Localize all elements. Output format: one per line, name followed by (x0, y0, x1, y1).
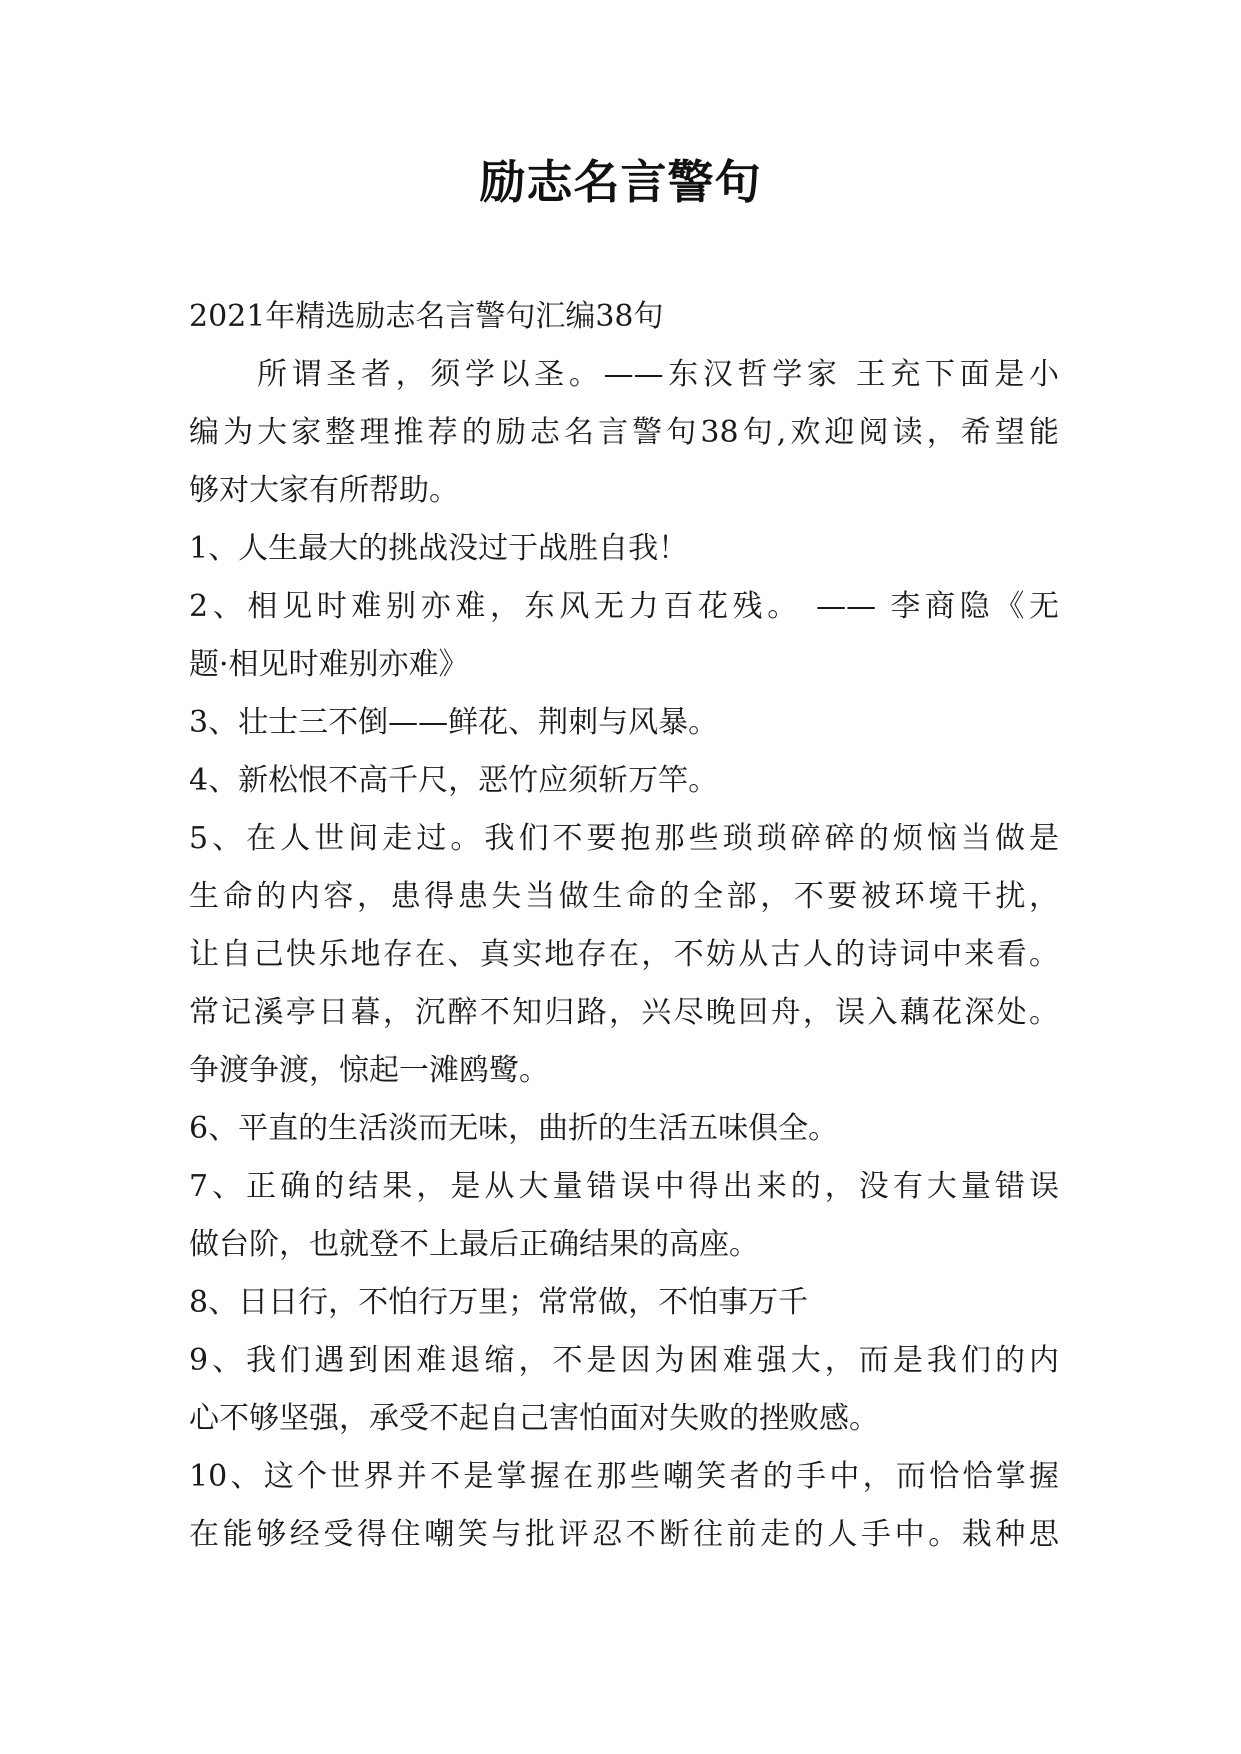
quote-5-line-4: 常记溪亭日暮，沉醉不知归路，兴尽晚回舟，误入藕花深处。 (189, 995, 1059, 1030)
document-title: 励志名言警句 (479, 155, 762, 209)
intro-line-3: 够对大家有所帮助。 (189, 473, 459, 508)
quote-10-line-2: 在能够经受得住嘲笑与批评忍不断往前走的人手中。栽种思 (189, 1517, 1059, 1552)
quote-9-line-2: 心不够坚强，承受不起自己害怕面对失败的挫败感。 (189, 1401, 879, 1436)
quote-5-line-3: 让自己快乐地存在、真实地存在，不妨从古人的诗词中来看。 (189, 937, 1059, 972)
quote-8-line-1: 8、日日行，不怕行万里；常常做，不怕事万千 (189, 1285, 809, 1320)
quote-10-line-1: 10、这个世界并不是掌握在那些嘲笑者的手中，而恰恰掌握 (189, 1459, 1059, 1494)
quote-9-line-1: 9、我们遇到困难退缩，不是因为困难强大，而是我们的内 (189, 1343, 1059, 1378)
document-body (189, 288, 1059, 1564)
quote-6-line-1: 6、平直的生活淡而无味，曲折的生活五味俱全。 (189, 1111, 839, 1146)
quote-5-line-2: 生命的内容，患得患失当做生命的全部，不要被环境干扰， (189, 879, 1059, 914)
subtitle-line: 2021年精选励志名言警句汇编38句 (189, 299, 664, 334)
quote-7-line-1: 7、正确的结果，是从大量错误中得出来的，没有大量错误 (189, 1169, 1059, 1204)
quote-1-line-1: 1、人生最大的挑战没过于战胜自我！ (189, 531, 689, 566)
quote-5-line-5: 争渡争渡，惊起一滩鸥鹭。 (189, 1053, 549, 1088)
quote-3-line-1: 3、壮士三不倒——鲜花、荆刺与风暴。 (189, 705, 719, 740)
quote-5-line-1: 5、在人世间走过。我们不要抱那些琐琐碎碎的烦恼当做是 (189, 821, 1059, 856)
intro-line-1: 所谓圣者，须学以圣。——东汉哲学家 王充下面是小 (257, 357, 1059, 392)
quote-4-line-1: 4、新松恨不高千尺，恶竹应须斩万竿。 (189, 763, 719, 798)
quote-2-line-2: 题·相见时难别亦难》 (189, 647, 469, 682)
quote-2-line-1: 2、相见时难别亦难，东风无力百花残。 —— 李商隐《无 (189, 589, 1059, 624)
quote-7-line-2: 做台阶，也就登不上最后正确结果的高座。 (189, 1227, 759, 1262)
intro-line-2: 编为大家整理推荐的励志名言警句38句,欢迎阅读，希望能 (189, 415, 1059, 450)
